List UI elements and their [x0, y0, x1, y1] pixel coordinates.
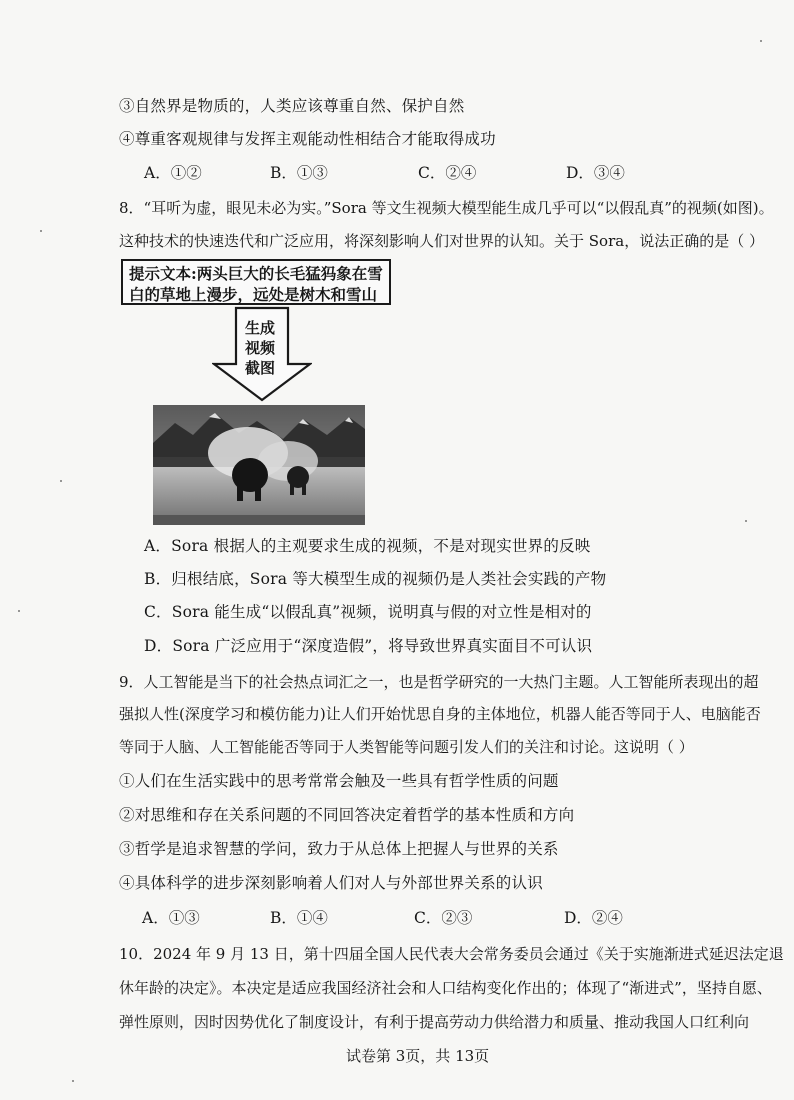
q8-option-b: B．归根结底，Sora 等大模型生成的视频仍是人类社会实践的产物: [144, 570, 607, 588]
q9-option-c: C．②③: [414, 909, 473, 927]
q9-stem-line-1: 9．人工智能是当下的社会热点词汇之一，也是哲学研究的一大热门主题。人工智能所表现出的超: [119, 673, 759, 691]
q8-option-d: D．Sora 广泛应用于“深度造假”，将导致世界真实面目不可认识: [144, 637, 593, 655]
q8-option-a: A．Sora 根据人的主观要求生成的视频，不是对现实世界的反映: [144, 537, 591, 555]
q9-item-2: ②对思维和存在关系问题的不同回答决定着哲学的基本性质和方向: [119, 806, 575, 824]
arrow-label-3: 截图: [244, 359, 275, 377]
q9-stem-line-2: 强拟人性(深度学习和模仿能力)让人们开始忧思自身的主体地位，机器人能否等同于人、电脑能否: [119, 705, 761, 723]
q7-option-d: D．③④: [566, 164, 625, 182]
q7-option-b: B．①③: [270, 164, 328, 182]
arrow-label-2: 视频: [244, 339, 275, 357]
q7-item-3: ③自然界是物质的，人类应该尊重自然、保护自然: [119, 97, 465, 115]
page-footer: 试卷第 3页，共 13页: [346, 1047, 490, 1065]
q9-item-3: ③哲学是追求智慧的学问，致力于从总体上把握人与世界的关系: [119, 840, 559, 858]
q8-option-c: C．Sora 能生成“以假乱真”视频，说明真与假的对立性是相对的: [144, 603, 592, 621]
video-screenshot-image: [153, 405, 365, 525]
q9-stem-line-3: 等同于人脑、人工智能能否等同于人类智能等问题引发人们的关注和讨论。这说明（ ）: [119, 738, 694, 756]
prompt-text-box: [121, 259, 391, 305]
q7-option-a: A．①②: [144, 164, 202, 182]
q9-item-4: ④具体科学的进步深刻影响着人们对人与外部世界关系的认识: [119, 874, 543, 892]
q10-line-3: 弹性原则，因时因势优化了制度设计，有利于提高劳动力供给潜力和质量、推动我国人口红利向: [119, 1013, 750, 1031]
scan-speck: [745, 520, 747, 522]
q9-option-d: D．②④: [564, 909, 623, 927]
q7-option-c: C．②④: [418, 164, 477, 182]
q9-option-a: A．①③: [142, 909, 200, 927]
q10-line-1: 10．2024 年 9 月 13 日，第十四届全国人民代表大会常务委员会通过《关于实施渐进式延迟法定退: [119, 945, 784, 963]
q9-option-b: B．①④: [270, 909, 328, 927]
scan-speck: [72, 1080, 74, 1082]
q8-stem-line-2: 这种技术的快速迭代和广泛应用，将深刻影响人们对世界的认知。关于 Sora，说法正确的是（ ）: [119, 232, 764, 250]
scan-speck: [60, 480, 62, 482]
scan-speck: [40, 230, 42, 232]
q8-stem-line-1: 8．“耳听为虚，眼见未必为实。”Sora 等文生视频大模型能生成几乎可以“以假乱真”的视频(如图)。: [119, 199, 774, 217]
q10-line-2: 休年龄的决定》。本决定是适应我国经济社会和人口结构变化作出的；体现了“渐进式”，坚持自愿、: [119, 979, 772, 997]
prompt-line-2: 白的草地上漫步，远处是树木和雪山: [129, 285, 378, 304]
arrow-label-1: 生成: [244, 319, 275, 337]
scan-speck: [760, 40, 762, 42]
q7-item-4: ④尊重客观规律与发挥主观能动性相结合才能取得成功: [119, 130, 496, 148]
prompt-line-1: 提示文本:两头巨大的长毛猛犸象在雪: [129, 264, 383, 283]
scan-speck: [18, 610, 20, 612]
q9-item-1: ①人们在生活实践中的思考常常会触及一些具有哲学性质的问题: [119, 772, 559, 790]
